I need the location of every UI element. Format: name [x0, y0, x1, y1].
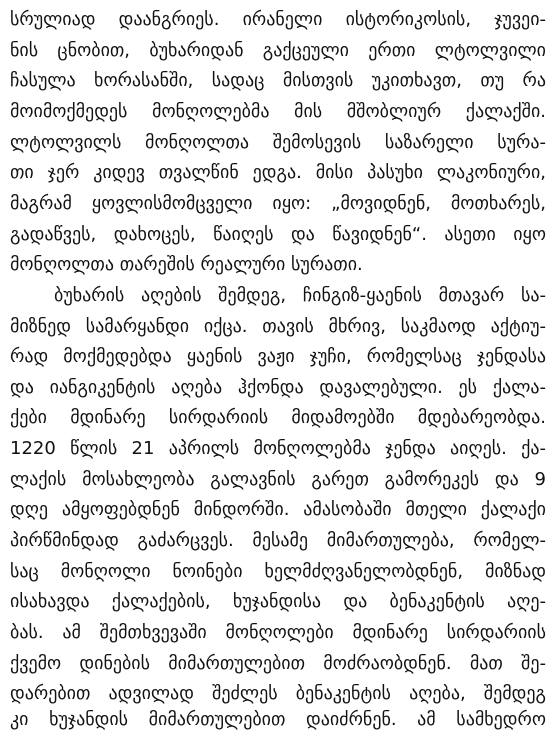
text-line: კი ხუჯანდის მიმართულებით დაიძრნენ. ამ სამხედრო: [10, 709, 546, 730]
text-line: ლტოლვილს მონღოლთა შემოსევის საზარელი სურა-: [10, 132, 546, 153]
text-line: ბას. ამ შემთხვევაში მონღოლები მდინარე სირდარიის: [10, 622, 546, 643]
text-line: ნის ცნობით, ბუხარიდან გაქცეული ერთი ლტოლვილი: [10, 40, 546, 61]
text-line: მონღოლთა თარეშის რეალური სურათი.: [10, 254, 363, 275]
text-line: გადაწვეს, დახოცეს, წაიღეს და წავიდნენ“. ასეთი იყო: [10, 224, 546, 245]
text-line: დღე ამყოფებდნენ მინდორში. ამასობაში მთელი ქალაქი: [10, 499, 546, 520]
text-line: და იანგიკენტის აღება ჰქონდა დავალებული. ეს ქალა-: [10, 377, 546, 398]
text-line: მოიმოქმედეს მონღოლებმა მის მშობლიურ ქალაქში.: [10, 101, 546, 122]
text-line: ბუხარის აღების შემდეგ, ჩინგიზ-ყაენის მთავარ სა-: [54, 285, 546, 306]
text-line: ჩასულა ხორასანში, სადაც მისთვის უკითხავთ, თუ რა: [10, 70, 546, 91]
text-line: დარებით ადვილად შეძლეს ბენაკენტის აღება, შემდეგ: [10, 683, 546, 704]
text-line: ისახავდა ქალაქების, ხუჯანდისა და ბენაკენტის აღე-: [10, 591, 546, 612]
text-line: ლაქის მოსახლეობა გალავნის გარეთ გამორეკეს და 9: [10, 469, 546, 490]
text-line: ქები მდინარე სირდარიის მიდამოებში მდებარეობდა.: [10, 407, 546, 428]
text-line: მიზნედ სამარყანდი იქცა. თავის მხრივ, საკმაოდ აქტიუ-: [10, 316, 546, 337]
text-line: მაგრამ ყოვლისმომცველი იყო: „მოვიდნენ, მოთხარეს,: [10, 193, 546, 214]
text-line: საც მონღოლი ნოინები ხელმძღვანელობდნენ, მიზნად: [10, 561, 546, 582]
text-line: თი ჯერ კიდევ თვალწინ ედგა. მისი პასუხი ლაკონიური,: [10, 162, 546, 183]
text-line: 1220 წლის 21 აპრილს მონღოლებმა ჯენდა აიღეს. ქა-: [10, 438, 546, 459]
text-line: სრულიად დაანგრიეს. ირანელი ისტორიკოსის, ჯუვეი-: [10, 9, 546, 30]
text-line: რად მოქმედებდა ყაენის ვაჟი ჯუჩი, რომელსაც ჯენდასა: [10, 346, 546, 367]
text-line: ქვემო დინების მიმართულებით მოძრაობდნენ. მათ შე-: [10, 653, 546, 674]
text-line: პირწმინდად გაძარცვეს. მესამე მიმართულება, რომელ-: [10, 530, 546, 551]
